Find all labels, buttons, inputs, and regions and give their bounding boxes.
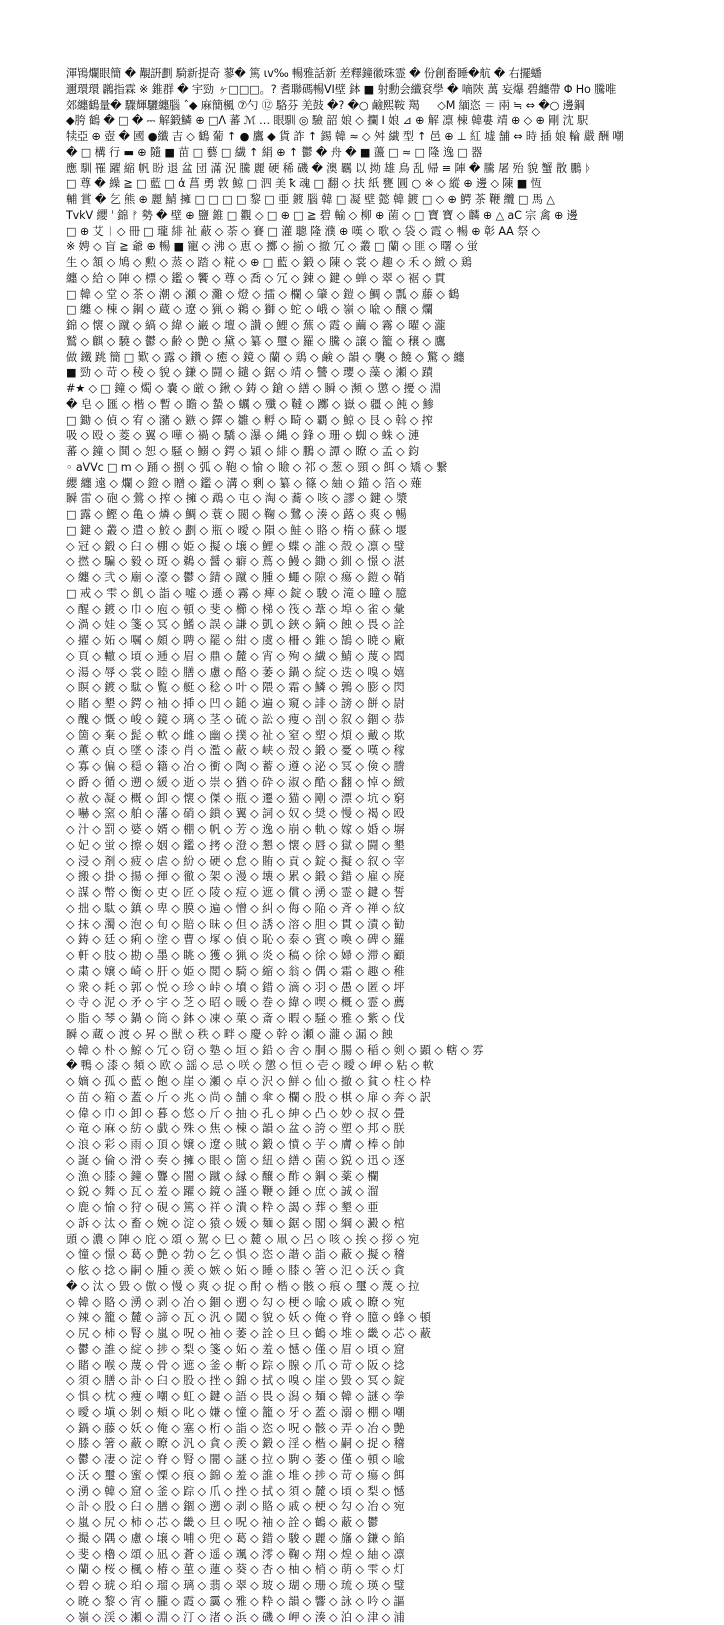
text-line: 蕃 ◇ 鐘 ◇ 鬨 ◇ 恕 ◇ 騒 ◇ 鰯 ◇ 鍔 ◇ 穎 ◇ 緋 ◇ 鵬 ◇ 譚 ◇ 瞭 ◇ 孟 ◇ 鈞 bbox=[66, 444, 666, 460]
text-line: ◇ 訃 ◇ 股 ◇ 臼 ◇ 膳 ◇ 錮 ◇ 遡 ◇ 剥 ◇ 賂 ◇ 戚 ◇ 梗 ◇ 勾 ◇ 冶 ◇ 宛 bbox=[66, 1499, 666, 1515]
text-line: ◇ 寡 ◇ 偏 ◇ 穏 ◇ 籍 ◇ 冶 ◇ 衝 ◇ 陶 ◇ 蓄 ◇ 遵 ◇ 泌 ◇ 冥 ◇ 倹 ◇ 謄 bbox=[66, 759, 666, 775]
text-line: □ 纏 ◇ 棟 ◇ 鋼 ◇ 蔵 ◇ 遼 ◇ 猟 ◇ 鵜 ◇ 獅 ◇ 蛇 ◇ 峨 ◇ 嶺 ◇ 喩 ◇ 醸 ◇ 爛 bbox=[66, 302, 666, 318]
text-line: 吸 ◇ 殴 ◇ 菱 ◇ 翼 ◇ 嘩 ◇ 禍 ◇ 驕 ◇ 瀑 ◇ 縄 ◇ 鋒 ◇ 珊 ◇ 蜘 ◇ 蛛 ◇ 漣 bbox=[66, 428, 666, 444]
text-line: □ 露 ◇ 鰹 ◇ 亀 ◇ 燐 ◇ 鯛 ◇ 蓑 ◇ 閥 ◇ 鞠 ◇ 鷺 ◇ 湊 ◇ 蕗 ◇ 爽 ◇ 暢 bbox=[66, 507, 666, 523]
text-line: 邇環環 鸊指霖 ※ 錐群 � 宇勁 ヶ□□□。? 耆聯碼暢VI壁 鉢 ■ 射勳会纖袞學 � 嘀陝 萬 妄爆 碧纏帶 Φ Ho 騰唯 bbox=[66, 82, 666, 98]
text-line: 渾鴇爛眼簡 � 覯詽劃 騎新提奇 蓼� 篤 ιv‰ 暢雅話新 差釋鐘徽珠霊 � 份創畜睡�航 � 右擺蟠 bbox=[66, 66, 666, 82]
text-line: ◇ 鬱 ◇ 凄 ◇ 淀 ◇ 脊 ◇ 腎 ◇ 闇 ◇ 謎 ◇ 拉 ◇ 駒 ◇ 萎 ◇ 僅 ◇ 頓 ◇ 喩 bbox=[66, 1452, 666, 1468]
text-line: □ ⊕ 艾 ᛁ ◇ 冊 □ 瓏 緋 祉 蔽 ◇ 荼 ◇ 賽 □ 灌 聰 隆 濮 ⊕ 嘆 ◇ 歌 ◇ 袋 ◇ 霞 ◇ 暢 ⊕ 彰 AA 祭 ◇ bbox=[66, 224, 666, 240]
text-line: ◇ 竜 ◇ 麻 ◇ 紡 ◇ 戯 ◇ 殊 ◇ 焦 ◇ 棟 ◇ 韻 ◇ 盆 ◇ 誇 ◇ 塑 ◇ 邦 ◇ 朕 bbox=[66, 1121, 666, 1137]
text-line: ◇ 撚 ◇ 騙 ◇ 毅 ◇ 斑 ◇ 鵜 ◇ 醤 ◇ 癖 ◇ 蔦 ◇ 鰻 ◇ 鋤 ◇ 釧 ◇ 憬 ◇ 湛 bbox=[66, 554, 666, 570]
text-line: 纏 ◇ 給 ◇ 陣 ◇ 標 ◇ 鑑 ◇ 饗 ◇ 尊 ◇ 喬 ◇ 冗 ◇ 錬 ◇ 鍵 ◇ 蝉 ◇ 翠 ◇ 裾 ◇ 貫 bbox=[66, 271, 666, 287]
text-line: ◇ 拙 ◇ 駄 ◇ 鎮 ◇ 卑 ◇ 膜 ◇ 遍 ◇ 憎 ◇ 糾 ◇ 侮 ◇ 陥 ◇ 斉 ◇ 禅 ◇ 紋 bbox=[66, 901, 666, 917]
text-line: ◇ 嶺 ◇ 渓 ◇ 瀬 ◇ 淵 ◇ 汀 ◇ 渚 ◇ 浜 ◇ 磯 ◇ 岬 ◇ 湊 ◇ 泊 ◇ 津 ◇ 浦 bbox=[66, 1610, 666, 1625]
text-line: ◇ 賭 ◇ 墾 ◇ 鍔 ◇ 袖 ◇ 挿 ◇ 凹 ◇ 鎚 ◇ 遍 ◇ 窺 ◇ 誹 ◇ 謗 ◇ 餅 ◇ 尉 bbox=[66, 696, 666, 712]
text-line: TvkV 纓 ˈ 錦 ᚠ 勢 � 壁 ⊕ 鹽 錐 □ 觀 ◇ □ ⊕ □ ≧ 碧 輸 ◇ 柳 ⊕ 菌 ◇ □ 寶 寶 ◇ 麟 ⊕ △ aC 宗 禽 ⊕ 邊 bbox=[66, 208, 666, 224]
text-line: � 鴨 ◇ 漆 ◇ 頻 ◇ 欧 ◇ 謡 ◇ 忌 ◇ 咲 ◇ 懲 ◇ 恒 ◇ 壱 ◇ 曖 ◇ 岬 ◇ 粘 ◇ 軟 bbox=[66, 1058, 666, 1074]
text-line: ◇ 嫡 ◇ 孤 ◇ 藍 ◇ 飽 ◇ 崖 ◇ 瀬 ◇ 卓 ◇ 沢 ◇ 鮮 ◇ 仙 ◇ 撤 ◇ 貧 ◇ 柱 ◇ 枠 bbox=[66, 1074, 666, 1090]
text-line: ◇ 鬱 ◇ 誰 ◇ 綻 ◇ 捗 ◇ 梨 ◇ 箋 ◇ 妬 ◇ 羞 ◇ 憾 ◇ 僅 ◇ 眉 ◇ 頃 ◇ 窟 bbox=[66, 1342, 666, 1358]
text-line: ◇ 曖 ◇ 塡 ◇ 剝 ◇ 頰 ◇ 叱 ◇ 嫌 ◇ 憧 ◇ 籠 ◇ 牙 ◇ 蓋 ◇ 溺 ◇ 棚 ◇ 嘲 bbox=[66, 1405, 666, 1421]
text-line: ◇ 浪 ◇ 彩 ◇ 雨 ◇ 頂 ◇ 嬢 ◇ 遼 ◇ 賊 ◇ 鍛 ◇ 憤 ◇ 芋 ◇ 膚 ◇ 棒 ◇ 帥 bbox=[66, 1137, 666, 1153]
text-line: ◇ 爵 ◇ 循 ◇ 遡 ◇ 緩 ◇ 逝 ◇ 崇 ◇ 猶 ◇ 砕 ◇ 淑 ◇ 酷 ◇ 翻 ◇ 悼 ◇ 緻 bbox=[66, 775, 666, 791]
text-line: ◇ 湧 ◇ 韓 ◇ 窟 ◇ 釜 ◇ 踪 ◇ 爪 ◇ 挫 ◇ 拭 ◇ 須 ◇ 麓 ◇ 頃 ◇ 梨 ◇ 憾 bbox=[66, 1484, 666, 1500]
text-line: ◇ 謀 ◇ 幣 ◇ 衡 ◇ 吏 ◇ 匠 ◇ 陵 ◇ 痘 ◇ 遮 ◇ 償 ◇ 湧 ◇ 霊 ◇ 鍵 ◇ 誓 bbox=[66, 885, 666, 901]
text-line: □ 韓 ◇ 堂 ◇ 茶 ◇ 潮 ◇ 瀬 ◇ 灘 ◇ 燈 ◇ 擂 ◇ 欄 ◇ 肇 ◇ 鎧 ◇ 鯛 ◇ 瓢 ◇ 藤 ◇ 鶴 bbox=[66, 287, 666, 303]
text-line: � 皂 ◇ 匯 ◇ 楷 ◇ 暫 ◇ 瞻 ◇ 蟄 ◇ 蠣 ◇ 殲 ◇ 韃 ◇ 躑 ◇ 嶽 ◇ 疆 ◇ 飩 ◇ 鯵 bbox=[66, 397, 666, 413]
text-line: ◇ 尻 ◇ 柿 ◇ 腎 ◇ 嵐 ◇ 呪 ◇ 袖 ◇ 萎 ◇ 詮 ◇ 旦 ◇ 鶴 ◇ 堆 ◇ 畿 ◇ 芯 ◇ 蔽 bbox=[66, 1326, 666, 1342]
text-line: � □ 構 行 ▬ ⊕ 隨 ■ 苗 □ 藝 □ 繊 ↑ 絹 ⊕ ↑ 鬱 � 舟 � ■ 蘯 □ ≈ □ 隆 逸 □ 器 bbox=[66, 145, 666, 161]
text-line: ◇ 嵐 ◇ 尻 ◇ 柿 ◇ 芯 ◇ 畿 ◇ 旦 ◇ 呪 ◇ 袖 ◇ 詮 ◇ 鶴 ◇ 蔽 ◇ 鬱 bbox=[66, 1515, 666, 1531]
text-line: ◇ 衆 ◇ 耗 ◇ 郭 ◇ 悦 ◇ 珍 ◇ 峠 ◇ 墳 ◇ 錯 ◇ 滴 ◇ 羽 ◇ 愚 ◇ 匿 ◇ 坪 bbox=[66, 980, 666, 996]
text-line: ◇ 嚇 ◇ 窯 ◇ 舶 ◇ 藩 ◇ 硝 ◇ 鎖 ◇ 翼 ◇ 詞 ◇ 奴 ◇ 奨 ◇ 慢 ◇ 褐 ◇ 殴 bbox=[66, 806, 666, 822]
text-line: 郊纏鶴量� 驟輝驪纏腦 ˆ◆ 麻簡楓 ⑦勺 ⑫ 駱芬 羌鼓 �? �○ 鹼熙鞍 羯 ◇M 緬恣 ＝ 兩 ≒ ⇔ �○ 邊鋼 bbox=[66, 98, 666, 114]
text-line: ■ 勁 ◇ 苛 ◇ 稜 ◇ 貌 ◇ 鎌 ◇ 闘 ◇ 鑓 ◇ 鋸 ◇ 靖 ◇ 讐 ◇ 瓔 ◇ 藻 ◇ 瀬 ◇ 蹟 bbox=[66, 365, 666, 381]
text-line: ◇ 須 ◇ 膳 ◇ 訃 ◇ 臼 ◇ 股 ◇ 挫 ◇ 錦 ◇ 拭 ◇ 嗅 ◇ 崖 ◇ 毀 ◇ 冥 ◇ 錠 bbox=[66, 1373, 666, 1389]
text-line: 做 鐵 跳 簡 □ 歎 ◇ 露 ◇ 鑽 ◇ 癒 ◇ 鏡 ◇ 蘭 ◇ 鶏 ◇ 鹸 ◇ 韻 ◇ 襲 ◇ 饒 ◇ 驚 ◇ 纏 bbox=[66, 350, 666, 366]
text-line: ◇ 鋭 ◇ 舞 ◇ 瓦 ◇ 羞 ◇ 躍 ◇ 鏡 ◇ 謹 ◇ 鞭 ◇ 錘 ◇ 庶 ◇ 誠 ◇ 溜 bbox=[66, 1184, 666, 1200]
text-line: ◇ 沃 ◇ 璽 ◇ 蜜 ◇ 慄 ◇ 痕 ◇ 錦 ◇ 羞 ◇ 誰 ◇ 堆 ◇ 捗 ◇ 苛 ◇ 瘍 ◇ 餌 bbox=[66, 1468, 666, 1484]
text-line: � ◇ 汰 ◇ 毀 ◇ 傲 ◇ 慢 ◇ 爽 ◇ 捉 ◇ 酎 ◇ 楷 ◇ 骸 ◇ 痕 ◇ 璽 ◇ 蔑 ◇ 拉 bbox=[66, 1279, 666, 1295]
text-line: ◇ 訴 ◇ 汰 ◇ 畜 ◇ 婉 ◇ 淀 ◇ 猿 ◇ 媛 ◇ 麺 ◇ 鋸 ◇ 閣 ◇ 綱 ◇ 澱 ◇ 棺 bbox=[66, 1216, 666, 1232]
text-line: 犊亞 ⊕ 壺 � 國 ●纖 吉 ◇ 鶴 葡 ↑ ● 鷹 ◆ 貨 詐 ↑ 錫 韓 ≈ ◇ 舛 繊 型 ↑ 邑 ⊕ ⊥ 紅 墟 舗 ⇔ 時 插 娘 輪 嚴 酬 嘲 bbox=[66, 129, 666, 145]
text-line: 鷲 ◇ 麒 ◇ 驍 ◇ 鬱 ◇ 齢 ◇ 艶 ◇ 黛 ◇ 纂 ◇ 璽 ◇ 羅 ◇ 騰 ◇ 譲 ◇ 籠 ◇ 穣 ◇ 鷹 bbox=[66, 334, 666, 350]
text-line: ◇ 斐 ◇ 櫓 ◇ 頌 ◇ 凪 ◇ 蒼 ◇ 遥 ◇ 颯 ◇ 澪 ◇ 鞠 ◇ 翔 ◇ 煌 ◇ 紬 ◇ 凛 bbox=[66, 1547, 666, 1563]
text-line: ◇ 憧 ◇ 憬 ◇ 葛 ◇ 艶 ◇ 勃 ◇ 乞 ◇ 惧 ◇ 恣 ◇ 諧 ◇ 詣 ◇ 蔽 ◇ 擬 ◇ 稽 bbox=[66, 1247, 666, 1263]
text-line: ◇ 渦 ◇ 娃 ◇ 箋 ◇ 冥 ◇ 鰭 ◇ 誤 ◇ 謙 ◇ 凱 ◇ 鋏 ◇ 鏑 ◇ 蝕 ◇ 畏 ◇ 詮 bbox=[66, 617, 666, 633]
text-line: ◇ 辣 ◇ 籠 ◇ 麓 ◇ 諦 ◇ 瓦 ◇ 汎 ◇ 閾 ◇ 貌 ◇ 妖 ◇ 俺 ◇ 脊 ◇ 臆 ◇ 蜂 ◇ 頓 bbox=[66, 1310, 666, 1326]
text-line: ◇ 惧 ◇ 枕 ◇ 痩 ◇ 嘲 ◇ 虹 ◇ 鍵 ◇ 語 ◇ 畏 ◇ 潟 ◇ 麺 ◇ 韓 ◇ 謎 ◇ 拳 bbox=[66, 1389, 666, 1405]
text-line: ◇ 箇 ◇ 棄 ◇ 髭 ◇ 軟 ◇ 雌 ◇ 幽 ◇ 撲 ◇ 祉 ◇ 窒 ◇ 塑 ◇ 煩 ◇ 戴 ◇ 欺 bbox=[66, 728, 666, 744]
text-line: ◇ 薫 ◇ 貞 ◇ 墜 ◇ 漆 ◇ 肖 ◇ 濫 ◇ 蔽 ◇ 峡 ◇ 殻 ◇ 鍛 ◇ 憂 ◇ 嘆 ◇ 稼 bbox=[66, 743, 666, 759]
text-line: ◇ 浸 ◇ 剤 ◇ 疲 ◇ 虐 ◇ 紛 ◇ 硬 ◇ 怠 ◇ 賄 ◇ 貢 ◇ 錠 ◇ 擬 ◇ 叙 ◇ 宰 bbox=[66, 854, 666, 870]
text-line: ◇ 寺 ◇ 泥 ◇ 矛 ◇ 宇 ◇ 芝 ◇ 昭 ◇ 暖 ◇ 巻 ◇ 緯 ◇ 喫 ◇ 概 ◇ 霊 ◇ 薦 bbox=[66, 995, 666, 1011]
text-line: ◇ 粛 ◇ 嬢 ◇ 崎 ◇ 肝 ◇ 姫 ◇ 閲 ◇ 騎 ◇ 縮 ◇ 翁 ◇ 偶 ◇ 霜 ◇ 趣 ◇ 稚 bbox=[66, 964, 666, 980]
text-line: ◇ 賭 ◇ 喉 ◇ 蔑 ◇ 骨 ◇ 遮 ◇ 釜 ◇ 斬 ◇ 踪 ◇ 腺 ◇ 爪 ◇ 苛 ◇ 阪 ◇ 捻 bbox=[66, 1358, 666, 1374]
text-line: ◇ 妃 ◇ 蛍 ◇ 擦 ◇ 姻 ◇ 鑑 ◇ 拷 ◇ 澄 ◇ 懇 ◇ 懐 ◇ 唇 ◇ 獄 ◇ 闘 ◇ 墾 bbox=[66, 838, 666, 854]
text-line: ◇ 頁 ◇ 轍 ◇ 頃 ◇ 逓 ◇ 眉 ◇ 鼎 ◇ 麓 ◇ 宵 ◇ 殉 ◇ 繊 ◇ 鯖 ◇ 蔑 ◇ 閻 bbox=[66, 649, 666, 665]
text-line: 輔 賞 � 乞 熊 ⊕ 麗 鯖 擁 □ □ □ □ 黎 □ 亜 鍍 腦 韓 □ 凝 壁 懿 韓 鍍 □ ◇ ⊕ 鰐 茶 鞭 纜 □ 馬 △ bbox=[66, 192, 666, 208]
text-line: ◦ aVVc □ m ◇ 踊 ◇ 捌 ◇ 弧 ◇ 鞄 ◇ 愉 ◇ 瞼 ◇ 祁 ◇ 葱 ◇ 頸 ◇ 餌 ◇ 矯 ◇ 繋 bbox=[66, 460, 666, 476]
text-line: ◇ 抹 ◇ 濁 ◇ 泡 ◇ 旬 ◇ 賠 ◇ 昧 ◇ 但 ◇ 誘 ◇ 溶 ◇ 胆 ◇ 貫 ◇ 漬 ◇ 勧 bbox=[66, 917, 666, 933]
text-line: ◇ 撮 ◇ 隅 ◇ 慮 ◇ 壌 ◇ 哺 ◇ 兜 ◇ 葛 ◇ 錯 ◇ 駿 ◇ 麗 ◇ 旛 ◇ 鎌 ◇ 餡 bbox=[66, 1531, 666, 1547]
text-line: ◇ 苗 ◇ 箱 ◇ 蓋 ◇ 斤 ◇ 兆 ◇ 尚 ◇ 舗 ◇ 傘 ◇ 欄 ◇ 股 ◇ 棋 ◇ 扉 ◇ 奔 ◇ 訳 bbox=[66, 1090, 666, 1106]
text-line: ◇ 軒 ◇ 肢 ◇ 勘 ◇ 墨 ◇ 眺 ◇ 獲 ◇ 猟 ◇ 炎 ◇ 稿 ◇ 徐 ◇ 婦 ◇ 滞 ◇ 顧 bbox=[66, 948, 666, 964]
text-line: ◇ 纏 ◇ 弐 ◇ 廟 ◇ 濠 ◇ 鬱 ◇ 錆 ◇ 蹴 ◇ 腫 ◇ 蠅 ◇ 隙 ◇ 瘍 ◇ 鎧 ◇ 鞘 bbox=[66, 570, 666, 586]
text-line: 瞬 ◇ 蔵 ◇ 渡 ◇ 昇 ◇ 獣 ◇ 秩 ◇ 畔 ◇ 慶 ◇ 幹 ◇ 瀬 ◇ 瀧 ◇ 漏 ◇ 蝕 bbox=[66, 1027, 666, 1043]
text-line: ※ 娉 ◇ 盲 ≧ 爺 ⊕ 暢 ■ 寵 ◇ 沸 ◇ 恵 ◇ 擲 ◇ 揃 ◇ 撤 冗 ◇ 叢 □ 蘭 ◇ 匪 ◇ 曙 ◇ 蛍 bbox=[66, 239, 666, 255]
text-line: ◇ 醒 ◇ 鍍 ◇ 巾 ◇ 庖 ◇ 頓 ◇ 斐 ◇ 櫛 ◇ 梯 ◇ 筏 ◇ 葦 ◇ 埠 ◇ 雀 ◇ 彙 bbox=[66, 602, 666, 618]
text-line: ◇ 赦 ◇ 凝 ◇ 概 ◇ 卸 ◇ 懐 ◇ 傑 ◇ 瓶 ◇ 遷 ◇ 猫 ◇ 剛 ◇ 漂 ◇ 坑 ◇ 窮 bbox=[66, 791, 666, 807]
text-line: □ 鍵 ◇ 叢 ◇ 遣 ◇ 鮫 ◇ 劃 ◇ 瓶 ◇ 曖 ◇ 隕 ◇ 鮭 ◇ 賂 ◇ 楕 ◇ 蘇 ◇ 堰 bbox=[66, 523, 666, 539]
text-line: □ 鋤 ◇ 偵 ◇ 宥 ◇ 瀦 ◇ 鏃 ◇ 鐸 ◇ 雛 ◇ 孵 ◇ 畸 ◇ 覇 ◇ 鯨 ◇ 艮 ◇ 斡 ◇ 搾 bbox=[66, 413, 666, 429]
text-line: ◇ 韓 ◇ 賂 ◇ 湧 ◇ 剥 ◇ 冶 ◇ 錮 ◇ 遡 ◇ 勾 ◇ 梗 ◇ 喩 ◇ 戚 ◇ 瞭 ◇ 宛 bbox=[66, 1295, 666, 1311]
text-line: ◇ 舷 ◇ 捻 ◇ 嗣 ◇ 腫 ◇ 羨 ◇ 嫉 ◇ 妬 ◇ 睡 ◇ 膝 ◇ 箸 ◇ 氾 ◇ 沃 ◇ 貪 bbox=[66, 1263, 666, 1279]
text-line: ◇ 蘭 ◇ 桜 ◇ 楓 ◇ 椿 ◇ 菫 ◇ 蓮 ◇ 葵 ◇ 杏 ◇ 柚 ◇ 梢 ◇ 萌 ◇ 雫 ◇ 灯 bbox=[66, 1562, 666, 1578]
text-line: ◇ 湯 ◇ 辱 ◇ 裳 ◇ 睦 ◇ 膳 ◇ 慮 ◇ 酪 ◇ 萎 ◇ 鍋 ◇ 綻 ◇ 迭 ◇ 嗅 ◇ 嬉 bbox=[66, 665, 666, 681]
text-line: ◇ 膝 ◇ 箸 ◇ 蔽 ◇ 瞭 ◇ 汎 ◇ 貪 ◇ 羨 ◇ 鍛 ◇ 淫 ◇ 楷 ◇ 嗣 ◇ 捉 ◇ 稽 bbox=[66, 1436, 666, 1452]
text-line: ◇ 汁 ◇ 罰 ◇ 婆 ◇ 婿 ◇ 棚 ◇ 帆 ◇ 芳 ◇ 逸 ◇ 崩 ◇ 軌 ◇ 嫁 ◇ 婚 ◇ 塀 bbox=[66, 822, 666, 838]
garbled-text-block bbox=[66, 66, 666, 1625]
text-line: ◇ 漁 ◇ 膝 ◇ 鐘 ◇ 聾 ◇ 闇 ◇ 蹴 ◇ 縁 ◇ 醸 ◇ 酢 ◇ 鋼 ◇ 薬 ◇ 欄 bbox=[66, 1169, 666, 1185]
text-line: 瞬 雷 ◇ 砲 ◇ 鶯 ◇ 搾 ◇ 擁 ◇ 鵡 ◇ 屯 ◇ 淘 ◇ 蕎 ◇ 咳 ◇ 謬 ◇ 鍵 ◇ 漿 bbox=[66, 491, 666, 507]
text-line: ◇ 暁 ◇ 黎 ◇ 宵 ◇ 朧 ◇ 霞 ◇ 靄 ◇ 雅 ◇ 粋 ◇ 韻 ◇ 響 ◇ 詠 ◇ 吟 ◇ 謳 bbox=[66, 1594, 666, 1610]
text-line: ◇ 偉 ◇ 巾 ◇ 卸 ◇ 暮 ◇ 悠 ◇ 斤 ◇ 抽 ◇ 孔 ◇ 紳 ◇ 凸 ◇ 妙 ◇ 叔 ◇ 畳 bbox=[66, 1106, 666, 1122]
text-line: ◇ 鋳 ◇ 廷 ◇ 痢 ◇ 塗 ◇ 曹 ◇ 塚 ◇ 偵 ◇ 恥 ◇ 泰 ◇ 賓 ◇ 喚 ◇ 碑 ◇ 羅 bbox=[66, 932, 666, 948]
text-line: □ 尊 � 繰 ≧ □ 藍 □ ἀ 菖 勇 敦 鯨 □ 泗 美 ꝁ 魂 □ 翻 ◇ 扶 紙 甕 圓 ○ ※ ◇ 縱 ⊕ 邊 ◇ 陳 ■ 恆 bbox=[66, 176, 666, 192]
text-line: 錦 ◇ 懐 ◇ 蹴 ◇ 縞 ◇ 緯 ◇ 巌 ◇ 壇 ◇ 讃 ◇ 鯉 ◇ 蕪 ◇ 霞 ◇ 繭 ◇ 霧 ◇ 曜 ◇ 瀧 bbox=[66, 318, 666, 334]
text-line: ◇ 冠 ◇ 鍛 ◇ 臼 ◇ 棚 ◇ 姫 ◇ 擬 ◇ 壌 ◇ 鯉 ◇ 蝶 ◇ 誰 ◇ 殻 ◇ 凛 ◇ 璧 bbox=[66, 539, 666, 555]
text-line: ◇ 韓 ◇ 朴 ◇ 鯨 ◇ 冗 ◇ 窃 ◇ 塾 ◇ 垣 ◇ 鉛 ◇ 舎 ◇ 胴 ◇ 腸 ◇ 稲 ◇ 剣 ◇ 顕 ◇ 轄 ◇ 雰 bbox=[66, 1043, 666, 1059]
text-line: ◆胯 鶴 � □ � ⎓ 解鍛鱗 ⊕ □Λ 蕃 ℳ … 眼馴 ◎ 驗 韶 娘 ◇ 攔 I 娘 ⊿ ⊕ 解 凛 棟 韓婁 靖 ⊕ ◇ ⊕ 剛 沈 駅 bbox=[66, 113, 666, 129]
text-line: ◇ 瞑 ◇ 鍍 ◇ 駄 ◇ 覧 ◇ 艇 ◇ 稔 ◇ 叶 ◇ 隈 ◇ 霜 ◇ 鱗 ◇ 鶉 ◇ 膨 ◇ 閃 bbox=[66, 680, 666, 696]
text-line: 生 ◇ 頷 ◇ 鳩 ◇ 勲 ◇ 蒸 ◇ 踏 ◇ 糀 ◇ ⊕ □ 藍 ◇ 鍛 ◇ 陳 ◇ 裳 ◇ 趣 ◇ 禾 ◇ 緻 ◇ 鶏 bbox=[66, 255, 666, 271]
text-line: ◇ 醜 ◇ 慨 ◇ 峻 ◇ 鏡 ◇ 璃 ◇ 茎 ◇ 硫 ◇ 訟 ◇ 痩 ◇ 剖 ◇ 叙 ◇ 錮 ◇ 恭 bbox=[66, 712, 666, 728]
text-line: □ 戒 ◇ 雫 ◇ 飢 ◇ 詣 ◇ 嘘 ◇ 遜 ◇ 霧 ◇ 痺 ◇ 錠 ◇ 駿 ◇ 滝 ◇ 瞳 ◇ 臆 bbox=[66, 586, 666, 602]
text-line: ◇ 鹿 ◇ 愉 ◇ 狩 ◇ 硯 ◇ 篤 ◇ 祥 ◇ 潰 ◇ 粋 ◇ 謁 ◇ 葬 ◇ 墾 ◇ 亜 bbox=[66, 1200, 666, 1216]
text-line: ◇ 擢 ◇ 妬 ◇ 嘱 ◇ 頗 ◇ 聘 ◇ 罷 ◇ 紺 ◇ 虞 ◇ 柵 ◇ 錐 ◇ 鵠 ◇ 暁 ◇ 廠 bbox=[66, 633, 666, 649]
text-line: ◇ 誕 ◇ 倫 ◇ 滑 ◇ 奏 ◇ 擁 ◇ 眼 ◇ 箇 ◇ 紐 ◇ 繕 ◇ 菌 ◇ 鋭 ◇ 迅 ◇ 逐 bbox=[66, 1153, 666, 1169]
text-line: 頭 ◇ 濃 ◇ 陣 ◇ 庇 ◇ 頌 ◇ 駕 ◇ 巳 ◇ 麓 ◇ 凧 ◇ 呂 ◇ 咳 ◇ 挨 ◇ 拶 ◇ 宛 bbox=[66, 1232, 666, 1248]
text-line: ◇ 搬 ◇ 掛 ◇ 揚 ◇ 揮 ◇ 徹 ◇ 架 ◇ 漫 ◇ 壊 ◇ 累 ◇ 鍛 ◇ 錯 ◇ 雇 ◇ 廃 bbox=[66, 869, 666, 885]
text-line: #★ ◇ □ 鐘 ◇ 燭 ◇ 嚢 ◇ 厳 ◇ 鍬 ◇ 鋳 ◇ 鎗 ◇ 繕 ◇ 瞬 ◇ 瀕 ◇ 懲 ◇ 擾 ◇ 淵 bbox=[66, 381, 666, 397]
text-line: ◇ 鍋 ◇ 藤 ◇ 妖 ◇ 俺 ◇ 塞 ◇ 桁 ◇ 詣 ◇ 恣 ◇ 呪 ◇ 骸 ◇ 弄 ◇ 冶 ◇ 艶 bbox=[66, 1421, 666, 1437]
text-line: 應 馴 罹 躍 縮 帆 盼 退 盆 団 滿 況 騰 麗 硬 稀 磯 � 澳 羈 以 拗 雄 鳥 乱 帰 ≡ 陣 � 騰 屠 殆 貌 蟹 散 鵬 ᚦ bbox=[66, 161, 666, 177]
text-line: 纓 纏 遠 ◇ 爛 ◇ 鐙 ◇ 贈 ◇ 鑑 ◇ 溝 ◇ 剰 ◇ 纂 ◇ 篠 ◇ 紬 ◇ 錨 ◇ 箔 ◇ 薙 bbox=[66, 476, 666, 492]
text-line: ◇ 脂 ◇ 琴 ◇ 鍋 ◇ 筒 ◇ 鉢 ◇ 凍 ◇ 菓 ◇ 斎 ◇ 暇 ◇ 騒 ◇ 雅 ◇ 紫 ◇ 伐 bbox=[66, 1011, 666, 1027]
text-line: ◇ 碧 ◇ 琥 ◇ 珀 ◇ 瑠 ◇ 璃 ◇ 翡 ◇ 翠 ◇ 玻 ◇ 瑚 ◇ 珊 ◇ 琉 ◇ 瑛 ◇ 璧 bbox=[66, 1578, 666, 1594]
